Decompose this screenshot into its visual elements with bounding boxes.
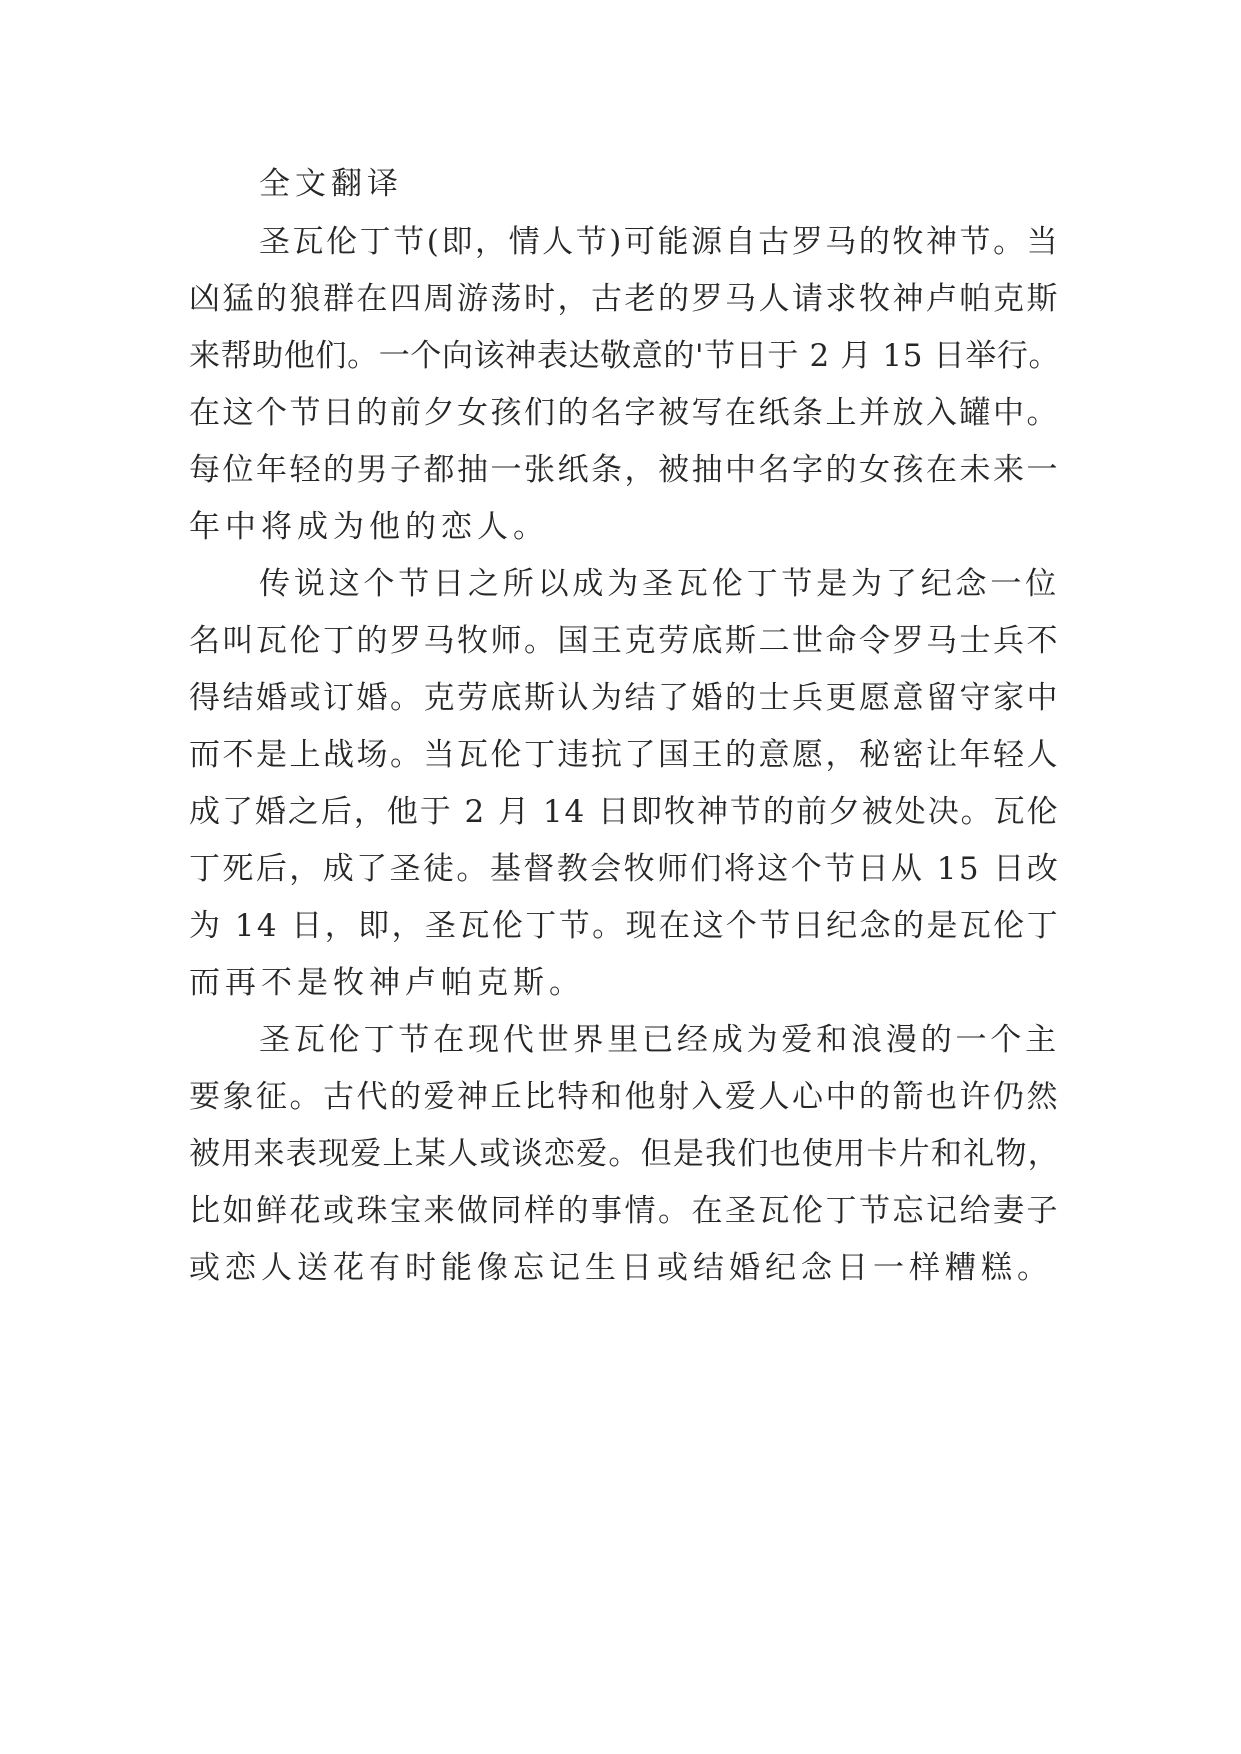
paragraph-3-line-4: 比如鲜花或珠宝来做同样的事情。在圣瓦伦丁节忘记给妻子 bbox=[189, 1193, 1060, 1229]
paragraph-2-line-5: 成了婚之后，他于 2 月 14 日即牧神节的前夕被处决。瓦伦 bbox=[189, 794, 1060, 830]
paragraph-1-line-2: 凶猛的狼群在四周游荡时，古老的罗马人请求牧神卢帕克斯 bbox=[189, 281, 1060, 317]
paragraph-2-line-6: 丁死后，成了圣徒。基督教会牧师们将这个节日从 15 日改 bbox=[189, 851, 1061, 887]
paragraph-3-line-3: 被用来表现爱上某人或谈恋爱。但是我们也使用卡片和礼物， bbox=[189, 1136, 1060, 1172]
paragraph-3-line-1: 圣瓦伦丁节在现代世界里已经成为爱和浪漫的一个主 bbox=[259, 1022, 1060, 1058]
paragraph-3-line-5: 或恋人送花有时能像忘记生日或结婚纪念日一样糟糕。 bbox=[189, 1250, 1053, 1286]
paragraph-2-line-1: 传说这个节日之所以成为圣瓦伦丁节是为了纪念一位 bbox=[259, 566, 1060, 602]
paragraph-1-line-3: 来帮助他们。一个向该神表达敬意的'节日于 2 月 15 日举行。 bbox=[189, 338, 1061, 374]
paragraph-2-line-8: 而再不是牧神卢帕克斯。 bbox=[189, 965, 585, 1001]
paragraph-1-line-5: 每位年轻的男子都抽一张纸条，被抽中名字的女孩在未来一 bbox=[189, 452, 1060, 488]
paragraph-2-line-7: 为 14 日，即，圣瓦伦丁节。现在这个节日纪念的是瓦伦丁 bbox=[189, 908, 1061, 944]
paragraph-2-line-3: 得结婚或订婚。克劳底斯认为结了婚的士兵更愿意留守家中 bbox=[189, 680, 1060, 716]
paragraph-1-line-6: 年中将成为他的恋人。 bbox=[189, 509, 549, 545]
paragraph-1-line-1: 圣瓦伦丁节(即，情人节)可能源自古罗马的牧神节。当 bbox=[259, 224, 1061, 260]
paragraph-3-line-2: 要象征。古代的爱神丘比特和他射入爱人心中的箭也许仍然 bbox=[189, 1079, 1060, 1115]
document-heading: 全文翻译 bbox=[259, 166, 403, 202]
paragraph-1-line-4: 在这个节日的前夕女孩们的名字被写在纸条上并放入罐中。 bbox=[189, 395, 1060, 431]
paragraph-2-line-4: 而不是上战场。当瓦伦丁违抗了国王的意愿，秘密让年轻人 bbox=[189, 737, 1060, 773]
paragraph-2-line-2: 名叫瓦伦丁的罗马牧师。国王克劳底斯二世命令罗马士兵不 bbox=[189, 623, 1060, 659]
